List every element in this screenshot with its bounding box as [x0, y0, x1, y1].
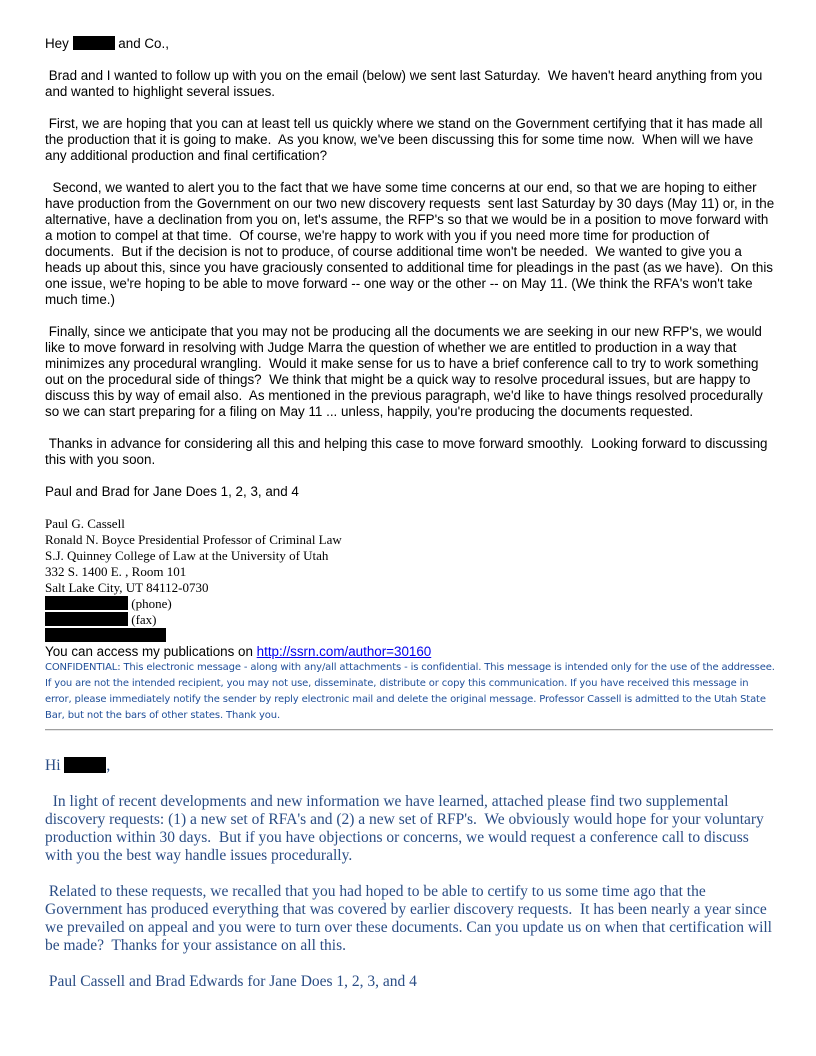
body-paragraph: First, we are hoping that you can at least tell us quickly where we stand on the Government certifying that it has made all the production that it is going to make. As you know, we've been discussing this for some time now. When will we have any additional production and final certification?	[45, 116, 767, 163]
signature-title: Ronald N. Boyce Presidential Professor of Criminal Law	[45, 532, 342, 547]
body-paragraph: Second, we wanted to alert you to the fact that we have some time concerns at our end, so that we are hoping to either have production from the Government on our two new discovery requests sent last Saturday by 30 days (May 11) or, in the alternative, have a declination from you on, let's assume, the RFP's so that we would be in a position to move forward with a motion to compel at that time. Of course, we're happy to work with you if you need more time for production of documents. But if the decision is not to produce, of course additional time won't be needed. We wanted to give you a heads up about this, since you have graciously consented to additional time for pleadings in the past (as we have). On this one issue, we're hoping to be able to move forward -- one way or the other -- on May 11. (We think the RFA's won't take much time.)	[45, 180, 778, 307]
signature-address-line1: 332 S. 1400 E. , Room 101	[45, 564, 187, 579]
email-document	[45, 36, 778, 1009]
signature-fax: (fax)	[45, 612, 775, 628]
signature-address-line2: Salt Lake City, UT 84112-0730	[45, 580, 209, 595]
signature-phone: (phone)	[45, 596, 775, 612]
quoted-email	[45, 757, 775, 991]
confidentiality-notice: CONFIDENTIAL: This electronic message - along with any/all attachments - is confidential. This message is intended only for the use of the addressee. If you are not the intended recipient, you may not use, disseminate, distribute or copy this communication. If you have received this message in error, please immediately notify the sender by reply electronic mail and delete the original message. Professor Cassell is admitted to the Utah State Bar, but not the bars of other states. Thank you.	[45, 662, 775, 721]
signature-block	[45, 516, 775, 644]
quoted-paragraph: In light of recent developments and new information we have learned, attached please find two supplemental discovery requests: (1) a new set of RFA's and (2) a new set of RFP's. We obviously would hope for your voluntary production within 30 days. But if you have objections or concerns, we would request a conference call to discuss with you the best way handle issues procedurally.	[45, 793, 768, 864]
quoted-paragraph: Related to these requests, we recalled that you had hoped to be able to certify to us some time ago that the Government has produced everything that was covered by earlier discovery requests. It has been nearly a year since we prevailed on appeal and you were to turn over these documents. Can you update us on when that certification will be made? Thanks for your assistance on all this.	[45, 883, 776, 954]
redacted-name	[64, 757, 106, 773]
divider	[45, 729, 773, 731]
signature-name: Paul G. Cassell	[45, 516, 125, 531]
greeting: Hey and Co.,	[45, 36, 169, 51]
redacted-phone	[45, 596, 128, 610]
quoted-sign-off: Paul Cassell and Brad Edwards for Jane Does 1, 2, 3, and 4	[45, 973, 417, 990]
redacted-name	[73, 36, 115, 50]
body-paragraph: Finally, since we anticipate that you may not be producing all the documents we are seeking in our new RFP's, we would like to move forward in resolving with Judge Marra the question of whether we are entitled to production in a way that minimizes any procedural wrangling. Would it make sense for us to have a brief conference call to try to work something out on the procedural side of things? We think that might be a quick way to resolve procedural issues, but are happy to discuss this by way of email also. As mentioned in the previous paragraph, we'd like to have things resolved procedurally so we can start preparing for a filing on May 11 ... unless, happily, you're producing the documents requested.	[45, 324, 767, 419]
publications-line: You can access my publications on http://ssrn.com/author=30160	[45, 644, 432, 659]
quoted-greeting: Hi ,	[45, 757, 111, 774]
body-paragraph: Thanks in advance for considering all this and helping this case to move forward smoothly. Looking forward to discussing this with you soon.	[45, 436, 772, 467]
body-paragraph: Brad and I wanted to follow up with you on the email (below) we sent last Saturday. We haven't heard anything from you and wanted to highlight several issues.	[45, 68, 767, 99]
signature-school: S.J. Quinney College of Law at the University of Utah	[45, 548, 329, 563]
redacted-email	[45, 628, 166, 642]
sign-off: Paul and Brad for Jane Does 1, 2, 3, and 4	[45, 484, 299, 499]
email-reply	[45, 36, 778, 500]
publications-link[interactable]: http://ssrn.com/author=30160	[256, 644, 432, 659]
signature-email	[45, 628, 775, 644]
redacted-fax	[45, 612, 128, 626]
